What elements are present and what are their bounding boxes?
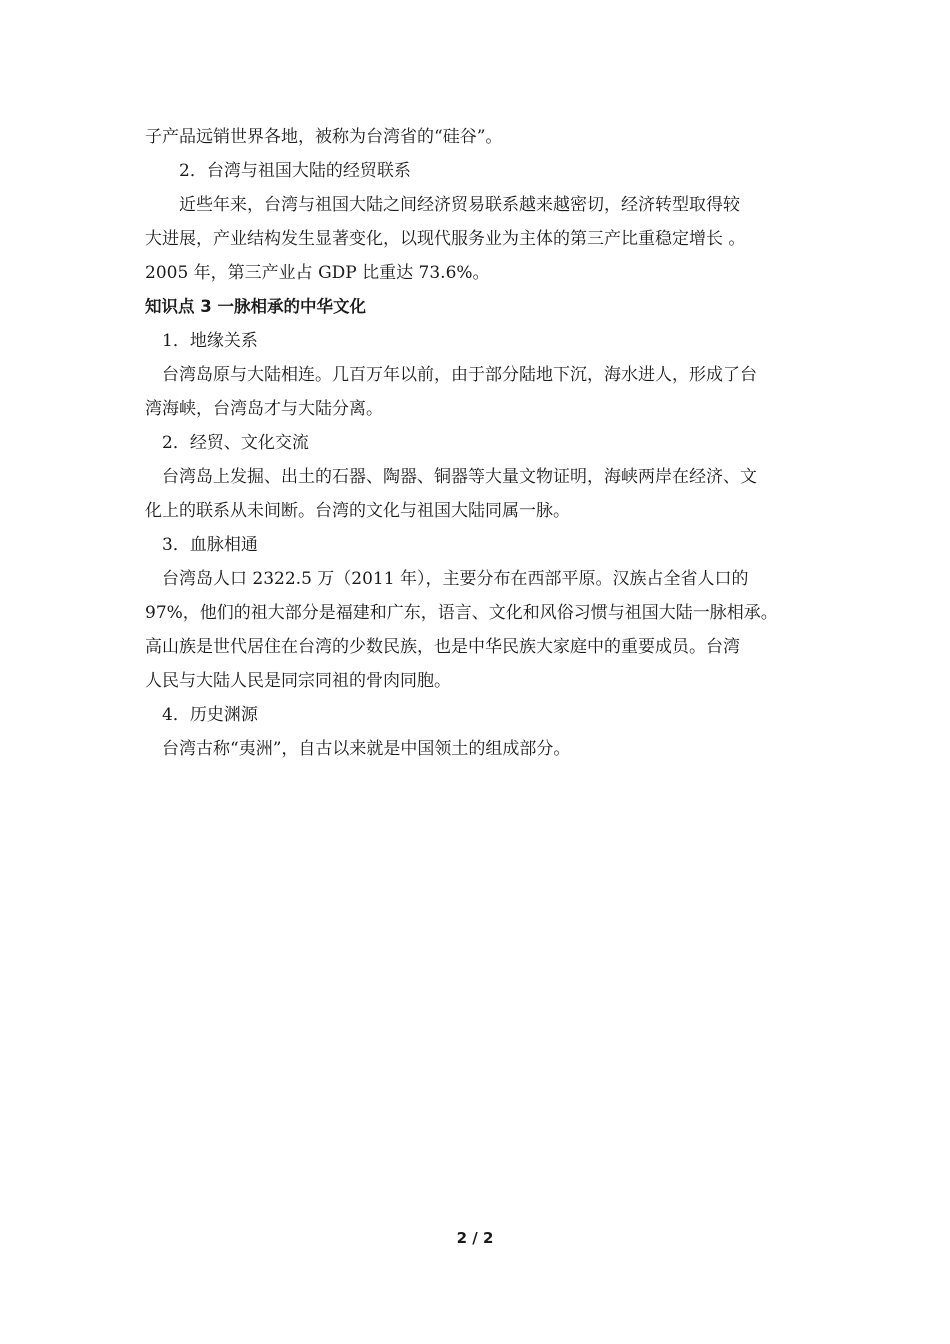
list-item-heading: 2．经贸、文化交流 bbox=[162, 433, 309, 453]
paragraph-line: 大进展，产业结构发生显著变化，以现代服务业为主体的第三产比重稳定增长 。 bbox=[145, 229, 746, 249]
paragraph-line: 台湾岛上发掘、出土的石器、陶器、铜器等大量文物证明，海峡两岸在经济、文 bbox=[162, 467, 757, 487]
page-number: 2 / 2 bbox=[456, 1229, 494, 1247]
list-item-heading: 1．地缘关系 bbox=[162, 331, 258, 351]
paragraph-line: 人民与大陆人民是同宗同祖的骨肉同胞。 bbox=[145, 671, 451, 691]
list-item-heading: 4．历史渊源 bbox=[162, 705, 258, 725]
paragraph-line: 台湾岛人口 2322.5 万（2011 年），主要分布在西部平原。汉族占全省人口的 bbox=[162, 569, 749, 589]
paragraph-line: 高山族是世代居住在台湾的少数民族，也是中华民族大家庭中的重要成员。台湾 bbox=[145, 637, 740, 657]
paragraph-line: 台湾岛原与大陆相连。几百万年以前，由于部分陆地下沉，海水进人，形成了台 bbox=[162, 365, 757, 385]
paragraph-line: 子产品远销世界各地，被称为台湾省的“硅谷”。 bbox=[145, 127, 503, 147]
paragraph-line: 近些年来，台湾与祖国大陆之间经济贸易联系越来越密切，经济转型取得较 bbox=[179, 195, 740, 215]
paragraph-line: 湾海峡，台湾岛才与大陆分离。 bbox=[145, 399, 383, 419]
paragraph-line: 台湾古称“夷洲”，自古以来就是中国领土的组成部分。 bbox=[162, 739, 571, 759]
list-item-heading: 2．台湾与祖国大陆的经贸联系 bbox=[179, 161, 411, 181]
document-body bbox=[145, 120, 815, 766]
list-item-heading: 3．血脉相通 bbox=[162, 535, 258, 555]
paragraph-line: 2005 年，第三产业占 GDP 比重达 73.6%。 bbox=[145, 263, 490, 283]
paragraph-line: 97%，他们的祖大部分是福建和广东，语言、文化和风俗习惯与祖国大陆一脉相承。 bbox=[145, 603, 778, 623]
section-heading: 知识点 3 一脉相承的中华文化 bbox=[145, 297, 366, 316]
paragraph-line: 化上的联系从未间断。台湾的文化与祖国大陆同属一脉。 bbox=[145, 501, 570, 521]
